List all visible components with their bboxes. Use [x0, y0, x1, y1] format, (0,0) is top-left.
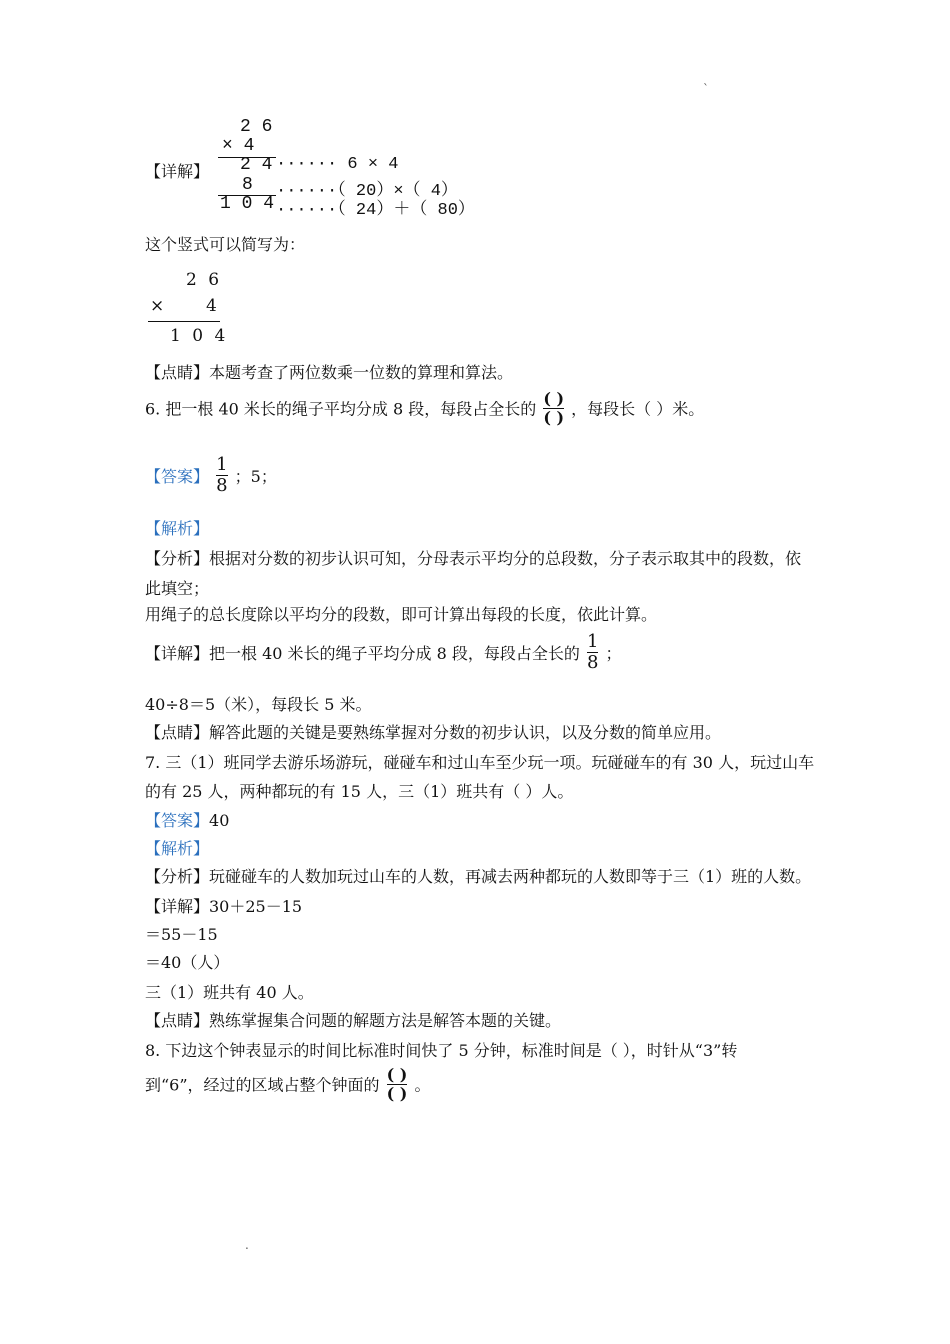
q6-xiangjie-b: ； — [605, 643, 622, 663]
mult2-result: 1 0 4 — [170, 326, 229, 346]
mult1-partial-1-note: ······ 6 × 4 — [276, 155, 399, 174]
mult1-result-note: ······（ 24）＋（ 80） — [276, 201, 475, 220]
q8-stem-1: 8. 下边这个钟表显示的时间比标准时间快了 5 分钟，标准时间是（ ），时针从“3”转 — [145, 1041, 738, 1060]
q8-blank-fraction — [387, 1066, 408, 1102]
q6-answer-tag: 【答案】 — [145, 466, 210, 486]
q6-answer-rest: ；5； — [234, 466, 277, 486]
page-mark-top: ` — [703, 82, 709, 96]
q6-blank-fraction — [543, 390, 564, 426]
q7-step-2: ＝55－15 — [145, 925, 218, 944]
simplify-text: 这个竖式可以简写为： — [145, 235, 306, 254]
q8-blank-numerator: ( ) — [386, 1065, 408, 1084]
q8-stem-2 — [145, 1066, 430, 1102]
q6-stem-a: 6. 把一根 40 米长的绳子平均分成 8 段，每段占全长的 — [145, 399, 537, 419]
q6-tip: 【点睛】解答此题的关键是要熟练掌握对分数的初步认识，以及分数的简单应用。 — [145, 723, 722, 742]
mult2-multiplier: 4 — [206, 296, 217, 316]
q6-blank-numerator: ( ) — [543, 389, 565, 408]
q6-xiangjie-fraction — [587, 632, 598, 673]
q6-stem — [145, 390, 704, 426]
q6-calc: 40÷8＝5（米），每段长 5 米。 — [145, 695, 372, 714]
mult1-partial-1: 2 4 — [240, 155, 273, 175]
q6-answer — [145, 455, 277, 496]
q6-stem-b: ，每段长（ ）米。 — [571, 399, 705, 419]
q8-blank-denominator: ( ) — [386, 1083, 408, 1103]
q7-answer — [145, 808, 229, 831]
q7-xiangjie: 【详解】30＋25－15 — [145, 897, 303, 916]
q7-step-3: ＝40（人） — [145, 953, 230, 972]
q6-fenxi-3: 用绳子的总长度除以平均分的段数，即可计算出每段的长度，依此计算。 — [145, 605, 658, 624]
q6-xiangjie-denominator: 8 — [586, 651, 599, 673]
q7-tip: 【点睛】熟练掌握集合问题的解题方法是解答本题的关键。 — [145, 1011, 562, 1030]
detail-label: 【详解】 — [145, 162, 210, 181]
q6-xiangjie — [145, 632, 622, 673]
q6-xiangjie-a: 【详解】把一根 40 米长的绳子平均分成 8 段，每段占全长的 — [145, 643, 580, 663]
mult2-times-sign: × — [150, 296, 165, 316]
q6-xiangjie-numerator: 1 — [586, 631, 599, 652]
q7-jiexi: 【解析】 — [145, 839, 210, 858]
q7-conclusion: 三（1）班共有 40 人。 — [145, 983, 314, 1002]
mult2-top: 2 6 — [186, 270, 223, 290]
mult1-partial-2: 8 — [242, 175, 253, 195]
q6-fenxi-1: 【分析】根据对分数的初步认识可知，分母表示平均分的总段数，分子表示取其中的段数，依 — [145, 549, 802, 568]
q6-answer-numerator: 1 — [216, 454, 228, 475]
q6-blank-denominator: ( ) — [543, 407, 565, 427]
mult1-result: 1 0 4 — [220, 194, 275, 214]
mult1-top-number: 2 6 — [240, 117, 273, 137]
q7-answer-tag: 【答案】 — [145, 811, 210, 830]
q7-stem-2: 的有 25 人，两种都玩的有 15 人，三（1）班共有（ ）人。 — [145, 782, 574, 801]
q7-fenxi: 【分析】玩碰碰车的人数加玩过山车的人数，再减去两种都玩的人数即等于三（1）班的人数。 — [145, 867, 812, 886]
mult2-line — [148, 321, 220, 322]
q6-fenxi-2: 此填空； — [145, 579, 210, 598]
q8-stem-2a: 到“6”，经过的区域占整个钟面的 — [145, 1075, 380, 1095]
q6-answer-fraction — [216, 455, 227, 496]
mult1-multiplier: × 4 — [222, 136, 255, 156]
page-mark-bottom: . — [245, 1238, 249, 1252]
q7-stem-1: 7. 三（1）班同学去游乐场游玩，碰碰车和过山车至少玩一项。玩碰碰车的有 30 人，玩过山车 — [145, 753, 815, 772]
q6-jiexi: 【解析】 — [145, 519, 210, 538]
q6-answer-denominator: 8 — [216, 474, 228, 496]
q7-answer-value: 40 — [209, 811, 230, 830]
mult1-partial-2-note: ······（ 20）×（ 4） — [276, 182, 458, 201]
q8-stem-2b: 。 — [414, 1075, 431, 1095]
q5-tip: 【点睛】本题考查了两位数乘一位数的算理和算法。 — [145, 363, 514, 382]
